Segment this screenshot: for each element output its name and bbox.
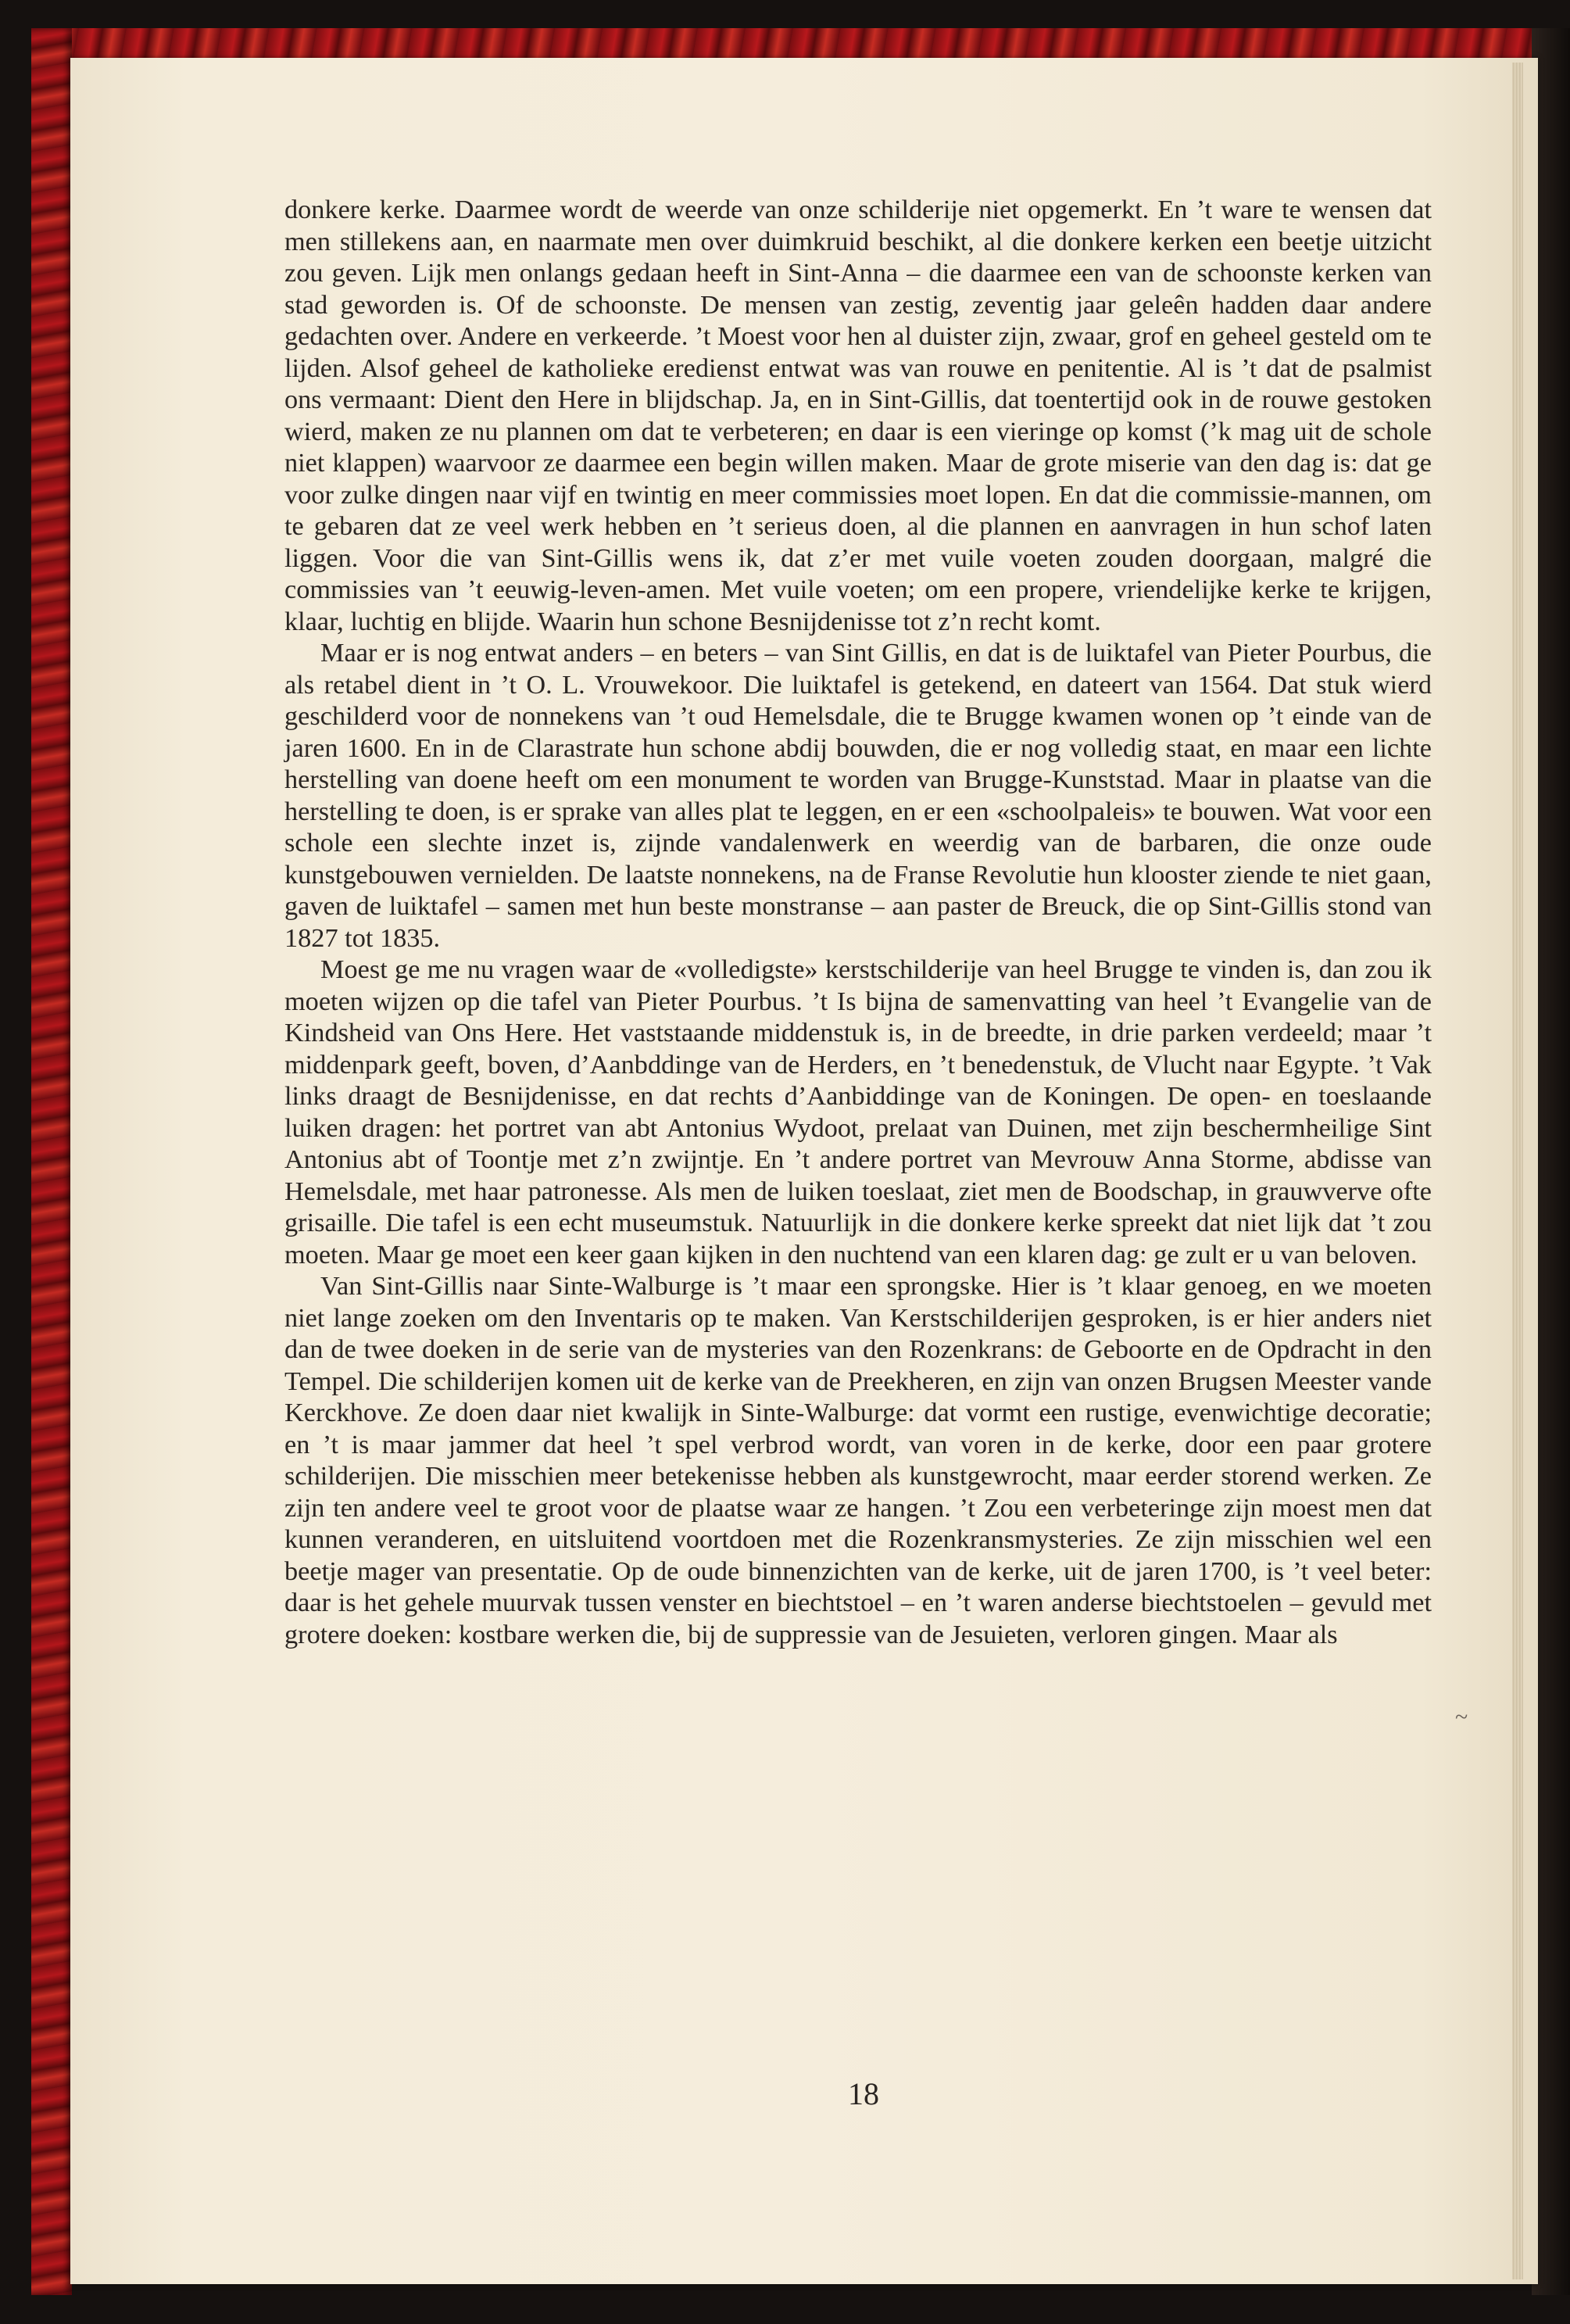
- book-cover-edge-top: [31, 28, 1554, 61]
- paragraph: Moest ge me nu vragen waar de «volledigste» kerstschilderije van heel Brugge te vinden is, dan zou ik moeten wijzen op die tafel van Pieter Pourbus. ’t Is bijna de samenvatting van heel ’t Evangelie van de Kindsheid van Ons Here. Het vaststaande middenstuk is, in de breedte, in drie parken verdeeld; maar ’t middenpark geeft, boven, d’Aanbddinge van de Herders, en ’t benedenstuk, de Vlucht naar Egypte. ’t Vak links draagt de Besnijdenisse, en dat rechts d’Aanbiddinge van de Koningen. De open- en toeslaande luiken dragen: het portret van abt Antonius Wydoot, prelaat van Duinen, met zijn beschermheilige Sint Antonius abt of Toontje met z’n zwijntje. En ’t andere portret van Mevrouw Anna Storme, abdisse van Hemelsdale, met haar patronesse. Als men de luiken toeslaat, ziet men de Boodschap, in grauwverve ofte grisaille. Die tafel is een echt museumstuk. Natuurlijk in die donkere kerke spreekt dat niet lijk dat ’t zou moeten. Maar ge moet een keer gaan kijken in den nuchtend van een klaren dag: ge zult er u van beloven.: [284, 954, 1432, 1269]
- paragraph: donkere kerke. Daarmee wordt de weerde van onze schilderije niet opgemerkt. En ’t ware te wensen dat men stillekens aan, en naarmate men over duimkruid beschikt, al die donkere kerken een beetje uitzicht zou geven. Lijk men onlangs gedaan heeft in Sint-Anna – die daarmee een van de schoonste kerken van stad geworden is. Of de schoonste. De mensen van zestig, zeventig jaar geleên hadden daar andere gedachten over. Andere en verkeerde. ’t Moest voor hen al duister zijn, zwaar, grof en geheel gesteld om te lijden. Alsof geheel de katholieke eredienst entwat was van rouwe en penitentie. Al is ’t dat de psalmist ons vermaant: Dient den Here in blijdschap. Ja, en in Sint-Gillis, dat toentertijd ook in de rouwe gestoken wierd, maken ze nu plannen om dat te verbeteren; en daar is een vieringe op komst (’k mag uit de schole niet klappen) waarvoor ze daarmee een begin willen maken. Maar de grote miserie van den dag is: dat ge voor zulke dingen naar vijf en twintig en meer commissies moet lopen. En dat die commissie-mannen, om te gebaren dat ze veel werk hebben en ’t serieus doen, al die plannen en aanvragen in hun schof laten liggen. Voor die van Sint-Gillis wens ik, dat z’er met vuile voeten zouden doorgaan, malgré die commissies van ’t eeuwig-leven-amen. Met vuile voeten; om een propere, vriendelijke kerke te krijgen, klaar, luchtig en blijde. Waarin hun schone Besnijdenisse tot z’n recht komt.: [284, 195, 1432, 636]
- page-stack-edge: [1512, 63, 1523, 2279]
- margin-mark: ~: [1455, 1704, 1468, 1730]
- page-number: 18: [848, 2076, 879, 2111]
- book-cover-edge-left: [31, 28, 72, 2295]
- body-text: [284, 194, 1432, 1650]
- paragraph: Van Sint-Gillis naar Sinte-Walburge is ’t maar een sprongske. Hier is ’t klaar genoeg, en we moeten niet lange zoeken om den Inventaris op te maken. Van Kerstschilderijen gesproken, is er hier anders niet dan de twee doeken in de serie van de mysteries van den Rozenkrans: de Geboorte en de Opdracht in den Tempel. Die schilderijen komen uit de kerke van de Preekheren, en zijn van onzen Brugsen Meester vande Kerckhove. Ze doen daar niet kwalijk in Sinte-Walburge: dat vormt een rustige, evenwichtige decoratie; en ’t is maar jammer dat heel ’t spel verbrod wordt, van voren in de kerke, door een paar grotere schilderijen. Die misschien meer betekenisse hebben als kunstgewrocht, maar eerder storend werken. Ze zijn ten andere veel te groot voor de plaatse waar ze hangen. ’t Zou een verbeteringe zijn moest men dat kunnen veranderen, en uitsluitend voortdoen met die Rozenkransmysteries. Ze zijn misschien wel een beetje mager van presentatie. Op de oude binnenzichten van de kerke, uit de jaren 1700, is ’t veel beter: daar is het gehele muurvak tussen venster en biechtstoel – en ’t waren anderse biechtstoelen – gevuld met grotere doeken: kostbare werken die, bij de suppressie van de Jesuieten, verloren gingen. Maar als: [284, 1271, 1432, 1649]
- paragraph: Maar er is nog entwat anders – en beters – van Sint Gillis, en dat is de luiktafel van Pieter Pourbus, die als retabel dient in ’t O. L. Vrouwekoor. Die luiktafel is getekend, en dateert van 1564. Dat stuk wierd geschilderd voor de nonnekens van ’t oud Hemelsdale, die te Brugge kwamen wonen op ’t einde van de jaren 1600. En in de Clarastrate hun schone abdij bouwden, die er nog volledig staat, en maar een lichte herstelling van doene heeft om een monument te worden van Brugge-Kunststad. Maar in plaatse van die herstelling te doen, is er sprake van alles plat te leggen, en er een «schoolpaleis» te bouwen. Wat voor een schole een slechte inzet is, zijnde vandalenwerk en weerdig van de barbaren, die onze oude kunstgebouwen vernielden. De laatste nonnekens, na de Franse Revolutie hun klooster ziende te niet gaan, gaven de luiktafel – samen met hun beste monstranse – aan paster de Breuck, die op Sint-Gillis stond van 1827 tot 1835.: [284, 638, 1432, 953]
